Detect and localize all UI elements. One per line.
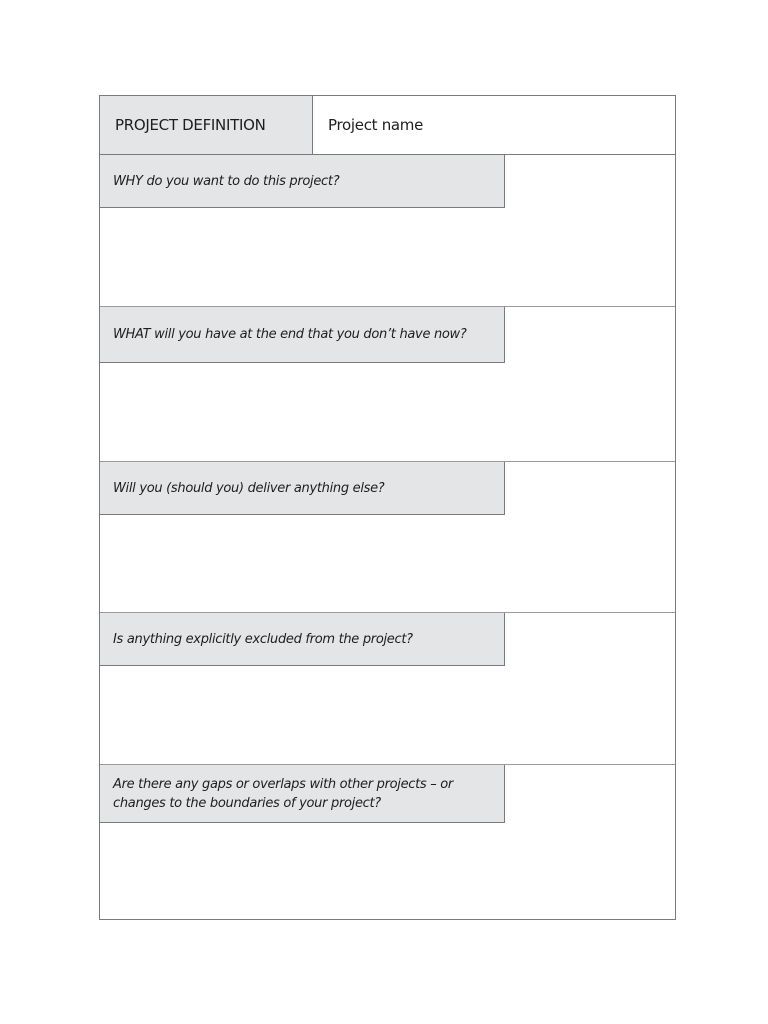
section-why [100, 155, 675, 307]
answer-deliver-else[interactable] [100, 515, 675, 612]
question-excluded: Is anything explicitly excluded from the project? [100, 613, 505, 666]
form-header [100, 96, 675, 155]
answer-gaps-overlaps[interactable] [100, 823, 675, 919]
section-deliver-else [100, 462, 675, 613]
question-deliver-else: Will you (should you) deliver anything else? [100, 462, 505, 515]
answer-what[interactable] [100, 363, 675, 461]
question-why: WHY do you want to do this project? [100, 155, 505, 208]
question-gaps-overlaps: Are there any gaps or overlaps with other projects – or changes to the boundaries of your project? [100, 765, 505, 823]
answer-why[interactable] [100, 208, 675, 306]
section-what [100, 307, 675, 462]
section-gaps-overlaps [100, 765, 675, 919]
section-excluded [100, 613, 675, 765]
project-name-field[interactable]: Project name [328, 116, 424, 134]
answer-excluded[interactable] [100, 666, 675, 764]
form-title: PROJECT DEFINITION [100, 96, 313, 154]
project-definition-form [99, 95, 676, 920]
question-what: WHAT will you have at the end that you don’t have now? [100, 307, 505, 363]
